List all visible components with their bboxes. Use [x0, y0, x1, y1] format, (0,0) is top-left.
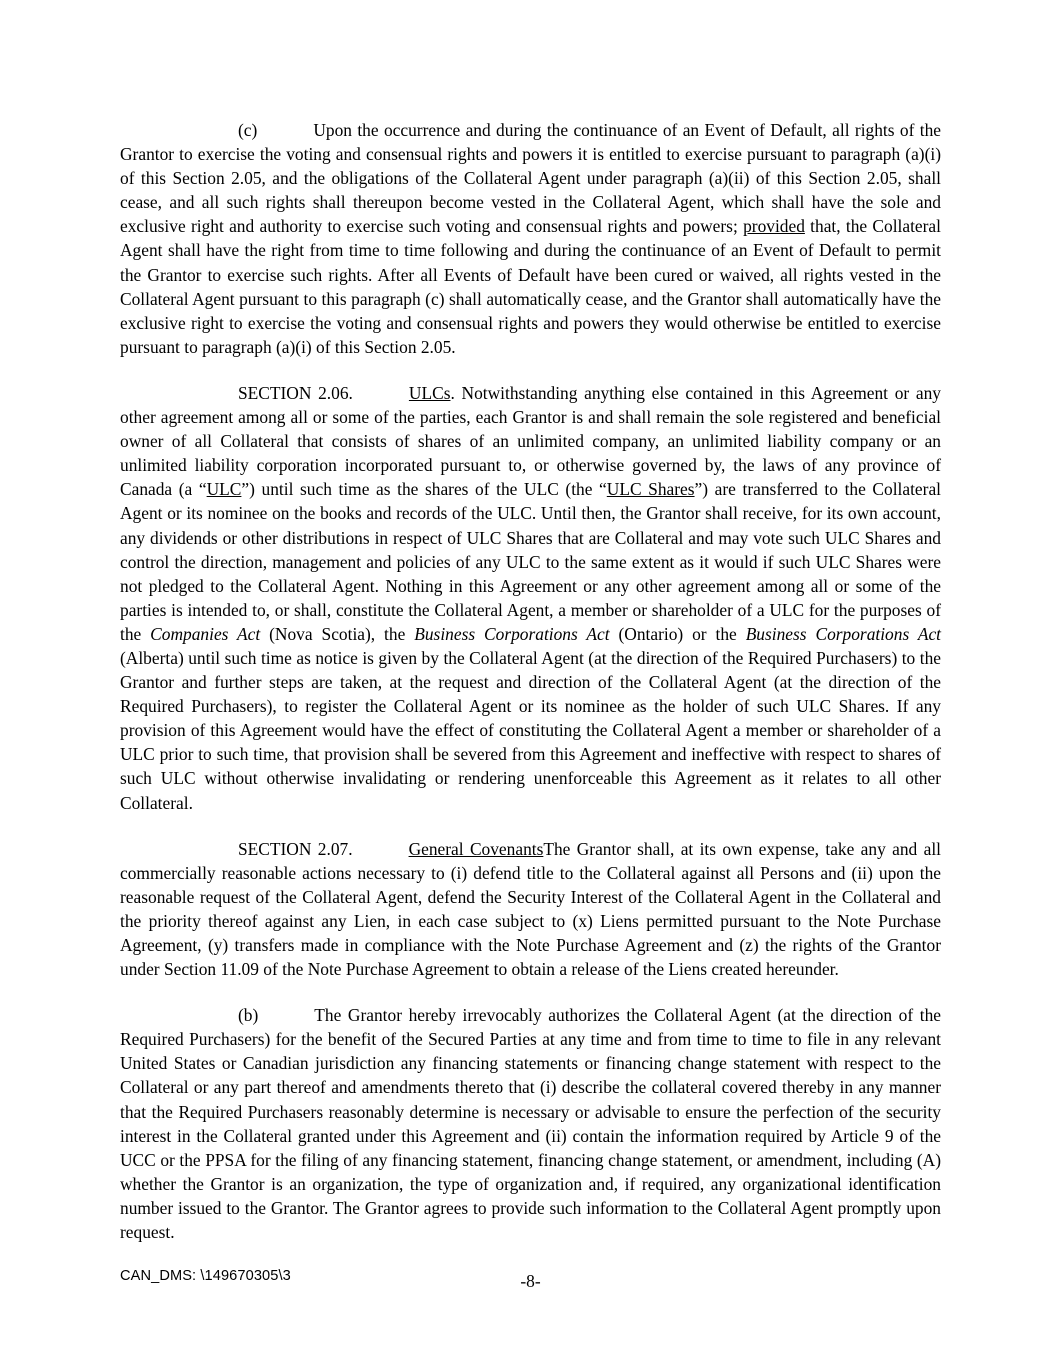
- text-segment: (Ontario) or the: [609, 623, 746, 644]
- text-segment: ”) are transferred to the Collateral Agent or its nominee on the books and records of the ULC. Until then, the Grantor shall receive, for its own account, any dividends or other distributions in respect of ULC Shares that are Collateral and may vote such ULC Shares and control the direction, management and policies of any ULC to the same extent as it would if such ULC Shares were not pledged to the Collateral Agent. Nothing in this Agreement or any other agreement among all or some of the parties is intended to, or shall, constitute the Collateral Agent, a member or shareholder of a ULC for the purposes of the: [120, 479, 941, 644]
- text-segment-underline: provided: [743, 216, 805, 237]
- text-segment-underline: ULC: [206, 479, 242, 500]
- text-segment: Upon the occurrence and during the continuance of an Event of Default, all rights of the Grantor to exercise the voting and consensual rights and powers it is entitled to exercise pursuant to paragraph (a)(i) of this Section 2.05, and the obligations of the Collateral Agent under paragraph (a)(ii) of this Section 2.05, shall cease, and all such rights shall thereupon become vested in the Collateral Agent, which shall have the sole and exclusive right and authority to exercise such voting and consensual rights and powers;: [120, 120, 941, 237]
- page-footer: [120, 1268, 941, 1292]
- text-segment: (Alberta) until such time as notice is given by the Collateral Agent (at the direction of the Required Purchasers) to the Grantor and further steps are taken, at the request and direction of the Collateral Agent (at the direction of the Required Purchasers), to register the Collateral Agent or its nominee as the holder of such ULC Shares. If any provision of this Agreement would have the effect of constituting the Collateral Agent a member or shareholder of a ULC prior to such time, that provision shall be severed from this Agreement and ineffective with respect to shares of such ULC without otherwise invalidating or rendering unenforceable this Agreement as it relates to all other Collateral.: [120, 647, 941, 813]
- para-section-2-07: [120, 837, 941, 982]
- document-body: [120, 118, 941, 1244]
- text-segment-italic: Business Corporations Act: [414, 623, 610, 644]
- text-segment: ”) until such time as the shares of the ULC (the “: [241, 479, 607, 500]
- text-segment: . Notwithstanding anything else contained in this Agreement or any other agreement among all or some of the parties, each Grantor is and shall remain the sole registered and beneficial owner of all Collateral that consists of shares of an unlimited company, an unlimited liability company or an unlimited liability corporation incorporated pursuant to, or otherwise governed by, the laws of any province of Canada (a “: [120, 382, 941, 500]
- text-segment: The Grantor shall, at its own expense, take any and all commercially reasonable actions necessary to (i) defend title to the Collateral against all Persons and (ii) upon the reasonable request of the Collateral Agent, defend the Security Interest of the Collateral Agent in the Collateral and the priority thereof against any Lien, in each case subject to (x) Liens permitted pursuant to the Note Purchase Agreement, (y) transfers made in compliance with the Note Purchase Agreement and (z) the rights of the Grantor under Section 11.09 of the Note Purchase Agreement to obtain a release of the Liens created hereunder.: [120, 838, 941, 980]
- text-segment: The Grantor hereby irrevocably authorizes the Collateral Agent (at the direction of the Required Purchasers) for the benefit of the Secured Parties at any time and from time to time to file in any relevant United States or Canadian jurisdiction any financing statements or financing change statement with respect to the Collateral or any part thereof and amendments thereto that (i) describe the collateral covered thereby in any manner that the Required Purchasers reasonably determine is necessary or advisable to ensure the perfection of the security interest in the Collateral granted under this Agreement and (ii) contain the information required by Article 9 of the UCC or the PPSA for the filing of any financing statement, financing change statement, or amendment, including (A) whether the Grantor is an organization, the type of organization and, if required, any organizational identification number issued to the Grantor. The Grantor agrees to provide such information to the Collateral Agent promptly upon request.: [120, 1005, 941, 1243]
- text-segment-italic: Business Corporations Act: [745, 623, 941, 644]
- footer-page-number: -8-: [520, 1271, 541, 1291]
- para-2-05-c: [120, 118, 941, 359]
- para-2-07-b: [120, 1003, 941, 1244]
- paragraph-marker: (b): [238, 1005, 259, 1026]
- text-segment-underline: ULC Shares: [606, 479, 695, 500]
- footer-document-reference: CAN_DMS: \149670305\3: [120, 1268, 291, 1284]
- text-segment: that, the Collateral Agent shall have the right from time to time following and during the continuance of an Event of Default to permit the Grantor to exercise such rights. After all Events of Default have been cured or waived, all rights vested in the Collateral Agent pursuant to this paragraph (c) shall automatically cease, and the Grantor shall automatically have the exclusive right to exercise the voting and consensual rights and powers they would otherwise be entitled to exercise pursuant to paragraph (a)(i) of this Section 2.05.: [120, 216, 941, 357]
- text-segment: (Nova Scotia), the: [260, 623, 415, 644]
- paragraph-marker: SECTION 2.06.: [238, 382, 353, 403]
- text-segment-italic: Companies Act: [150, 623, 261, 644]
- paragraph-marker: SECTION 2.07.: [238, 838, 353, 859]
- text-segment-underline: ULCs: [408, 382, 451, 403]
- para-section-2-06: [120, 381, 941, 815]
- text-segment-underline: General Covenants: [408, 838, 544, 859]
- paragraph-marker: (c): [238, 120, 258, 140]
